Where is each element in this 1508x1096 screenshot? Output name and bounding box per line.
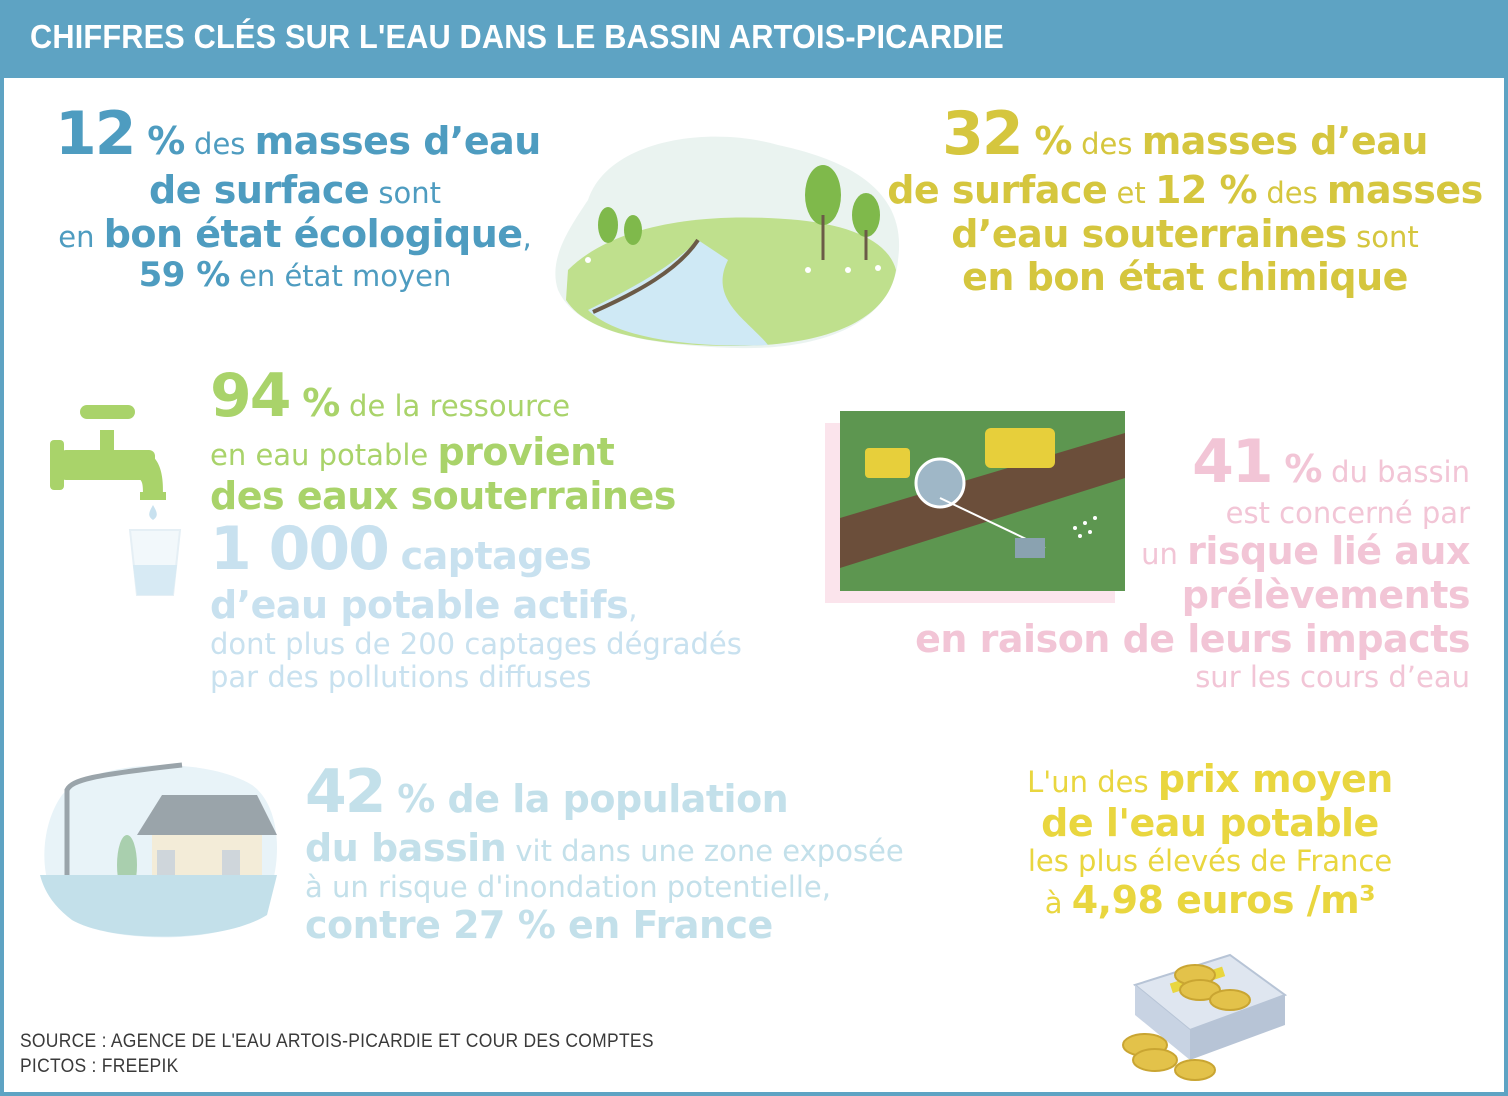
- stat-chimique: 32 % des masses d’eau de surface et 12 % des masses d’eau souterraines sont en bon état chimique: [887, 99, 1483, 300]
- stat-value: 32: [942, 99, 1022, 169]
- river-landscape-illustration: [548, 120, 908, 355]
- header-bar: [0, 0, 1508, 78]
- stat-value: 42: [305, 757, 385, 827]
- stat-prix: L'un des prix moyen de l'eau potable les plus élevés de France à 4,98 euros /m³: [1027, 757, 1393, 922]
- stat-inondation: 42 % de la population du bassin vit dans une zone exposée à un risque d'inondation potentielle, contre 27 % en France: [305, 757, 904, 948]
- water-tap-icon: [45, 400, 190, 605]
- stat-prelevements: 41 % du bassin est concerné par un risque lié aux prélèvements en raison de leurs impacts sur les cours d’eau: [915, 427, 1470, 695]
- stat-value: 1 000: [210, 514, 388, 584]
- pictos-line: PICTOS : FREEPIK: [20, 1055, 179, 1077]
- stat-value: 12: [55, 99, 135, 169]
- money-coins-illustration: [1110, 950, 1295, 1085]
- flooded-house-illustration: [32, 755, 287, 940]
- page-title: CHIFFRES CLÉS SUR L'EAU DANS LE BASSIN ARTOIS-PICARDIE: [30, 18, 1004, 55]
- stat-ecologique: 12 % des masses d’eau de surface sont en bon état écologique, 59 % en état moyen: [55, 99, 541, 296]
- source-line: SOURCE : AGENCE DE L'EAU ARTOIS-PICARDIE ET COUR DES COMPTES: [20, 1031, 654, 1052]
- stat-ressource: 94 % de la ressource en eau potable provient des eaux souterraines: [210, 361, 676, 518]
- source-credits: [20, 1030, 654, 1079]
- stat-captages: 1 000 captages d’eau potable actifs, dont plus de 200 captages dégradés par des pollutions diffuses: [210, 514, 742, 695]
- stat-value: 94: [210, 361, 290, 431]
- stat-value: 41: [1192, 427, 1272, 497]
